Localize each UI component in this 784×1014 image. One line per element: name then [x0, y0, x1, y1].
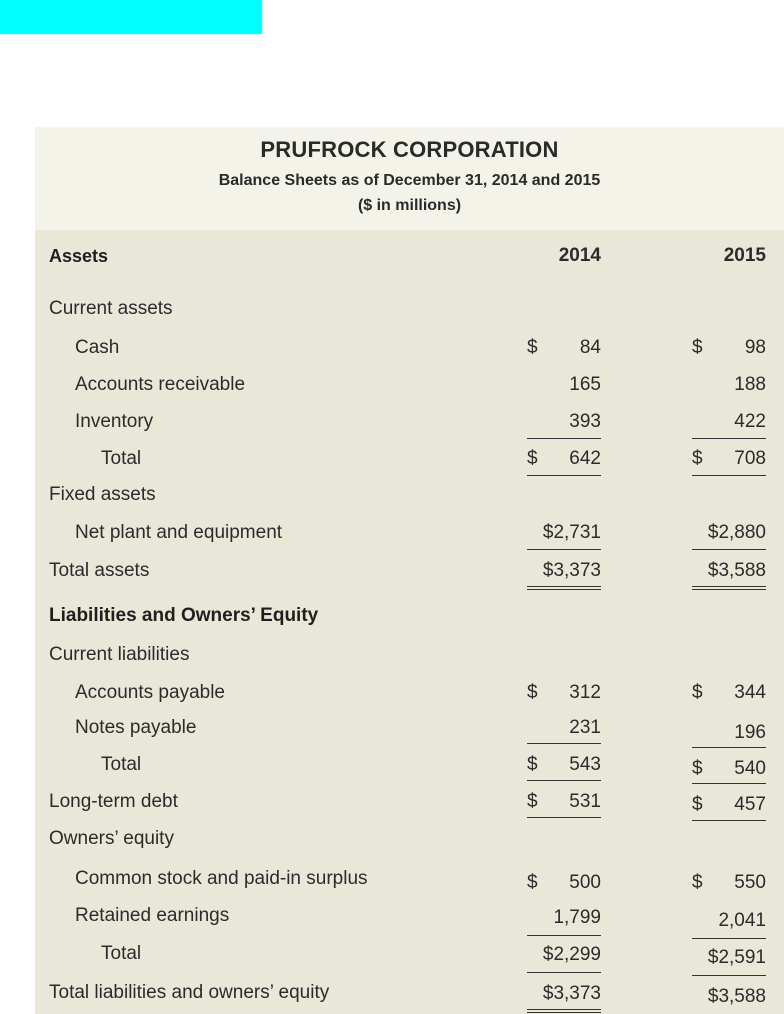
cell-2014 [527, 407, 601, 437]
row-label: Current assets [49, 298, 173, 319]
value: $2,299 [542, 944, 601, 965]
currency-symbol: $ [692, 794, 703, 815]
value: 457 [734, 794, 766, 815]
value: 2,041 [718, 910, 766, 931]
value: 543 [569, 754, 601, 775]
cell-2015 [692, 718, 766, 748]
total-rule-2014 [527, 817, 601, 818]
currency-symbol: $ [527, 872, 538, 893]
row-total-liabilities-equity [35, 978, 784, 1008]
row-common-stock [35, 864, 784, 894]
currency-symbol: $ [692, 758, 703, 779]
cell-2014 [527, 556, 601, 586]
row-label: Inventory [75, 411, 154, 432]
value: $3,588 [707, 986, 766, 1007]
total-rule-2014 [527, 780, 601, 781]
value: 344 [734, 682, 766, 703]
subtotal-rule-2014 [527, 743, 601, 744]
section-current-assets [35, 294, 784, 324]
currency-symbol: $ [692, 448, 703, 469]
value: 531 [569, 791, 601, 812]
column-header-row [35, 241, 784, 271]
row-label: Total [101, 943, 142, 964]
value: 165 [569, 374, 601, 395]
value: 188 [734, 374, 766, 395]
value: 1,799 [553, 907, 601, 928]
value: $2,731 [542, 522, 601, 543]
currency-symbol: $ [692, 337, 703, 358]
highlight-bar [0, 0, 262, 34]
row-label: Total [101, 754, 142, 775]
cell-2015 [692, 444, 766, 474]
total-rule-2014 [527, 475, 601, 476]
cell-2014 [527, 370, 601, 400]
row-label: Total [101, 448, 142, 469]
value: 393 [569, 411, 601, 432]
cell-2014 [527, 868, 601, 898]
cell-2014 [527, 940, 601, 970]
cell-2014 [527, 333, 601, 363]
value: 500 [569, 872, 601, 893]
row-equity-total [35, 939, 784, 969]
total-rule-2015 [692, 783, 766, 784]
value: $3,373 [542, 983, 601, 1004]
row-label: Owners’ equity [49, 828, 174, 849]
row-label: Long-term debt [49, 791, 178, 812]
cell-2015 [692, 678, 766, 708]
double-rule-2014 [527, 586, 601, 590]
cell-2014 [527, 903, 601, 933]
double-rule-2015 [692, 586, 766, 590]
value: 231 [569, 717, 601, 738]
cell-2014 [527, 713, 601, 743]
total-rule-2015 [692, 475, 766, 476]
subtotal-rule-2014 [527, 549, 601, 550]
table-units: ($ in millions) [357, 197, 462, 214]
value: $2,880 [707, 522, 766, 543]
total-rule-2015 [692, 820, 766, 821]
row-accounts-receivable [35, 370, 784, 400]
value: 312 [569, 682, 601, 703]
table-body [35, 230, 784, 1014]
value: 540 [734, 758, 766, 779]
row-label: Total assets [49, 560, 150, 581]
row-label: Total liabilities and owners’ equity [49, 982, 330, 1003]
cell-2014 [527, 444, 601, 474]
row-total-assets [35, 556, 784, 586]
table-header [35, 127, 784, 230]
cell-2014 [527, 787, 601, 817]
value: 98 [744, 337, 766, 358]
cell-2015 [692, 982, 766, 1012]
row-accounts-payable [35, 678, 784, 708]
total-rule-2015 [692, 975, 766, 976]
cell-2014 [527, 518, 601, 548]
value: $2,591 [707, 947, 766, 968]
row-long-term-debt [35, 787, 784, 817]
table-subtitle: Balance Sheets as of December 31, 2014 and 2015 [218, 172, 601, 189]
value: $3,588 [707, 560, 766, 581]
currency-symbol: $ [692, 872, 703, 893]
row-label: Cash [75, 337, 120, 358]
double-rule-2014 [527, 1009, 601, 1013]
row-notes-payable [35, 713, 784, 743]
cell-2014 [527, 750, 601, 780]
section-heading: Liabilities and Owners’ Equity [49, 605, 319, 626]
cell-2014 [527, 979, 601, 1009]
cell-2015 [692, 518, 766, 548]
cell-2015 [692, 370, 766, 400]
company-name: PRUFROCK CORPORATION [260, 137, 559, 162]
row-current-liabilities-total [35, 750, 784, 780]
row-inventory [35, 407, 784, 437]
value: 196 [734, 722, 766, 743]
subtotal-rule-2015 [692, 438, 766, 439]
cell-2015 [692, 333, 766, 363]
section-current-liabilities [35, 640, 784, 670]
currency-symbol: $ [527, 337, 538, 358]
currency-symbol: $ [527, 791, 538, 812]
row-cash [35, 333, 784, 363]
row-label: Accounts payable [75, 682, 225, 703]
cell-2015 [692, 943, 766, 973]
row-label: Net plant and equipment [75, 522, 283, 543]
currency-symbol: $ [527, 682, 538, 703]
currency-symbol: $ [692, 682, 703, 703]
balance-sheet-table [35, 127, 784, 1014]
subtotal-rule-2014 [527, 438, 601, 439]
row-label: Accounts receivable [75, 374, 246, 395]
subtotal-rule-2015 [692, 549, 766, 550]
value: 550 [734, 872, 766, 893]
total-rule-2014 [527, 972, 601, 973]
cell-2015 [692, 790, 766, 820]
value: 84 [579, 337, 601, 358]
cell-2015 [692, 556, 766, 586]
value: $3,373 [542, 560, 601, 581]
currency-symbol: $ [527, 754, 538, 775]
row-label: Retained earnings [75, 905, 230, 926]
subtotal-rule-2014 [527, 935, 601, 936]
row-label: Current liabilities [49, 644, 190, 665]
row-current-assets-total [35, 444, 784, 474]
cell-2015 [692, 868, 766, 898]
subtotal-rule-2015 [692, 747, 766, 748]
cell-2015 [692, 906, 766, 936]
section-owners-equity [35, 824, 784, 854]
section-fixed-assets [35, 480, 784, 510]
row-label: Common stock and paid-in surplus [75, 868, 368, 889]
value: 642 [569, 448, 601, 469]
row-label: Notes payable [75, 717, 197, 738]
row-retained-earnings [35, 901, 784, 931]
section-liabilities-heading [35, 601, 784, 631]
year-2014-header: 2014 [558, 245, 601, 266]
row-net-plant [35, 518, 784, 548]
value: 708 [734, 448, 766, 469]
row-label: Fixed assets [49, 484, 156, 505]
cell-2015 [692, 407, 766, 437]
assets-column-header: Assets [49, 246, 109, 266]
year-2015-header: 2015 [723, 245, 766, 266]
currency-symbol: $ [527, 448, 538, 469]
cell-2015 [692, 754, 766, 784]
value: 422 [734, 411, 766, 432]
cell-2014 [527, 678, 601, 708]
